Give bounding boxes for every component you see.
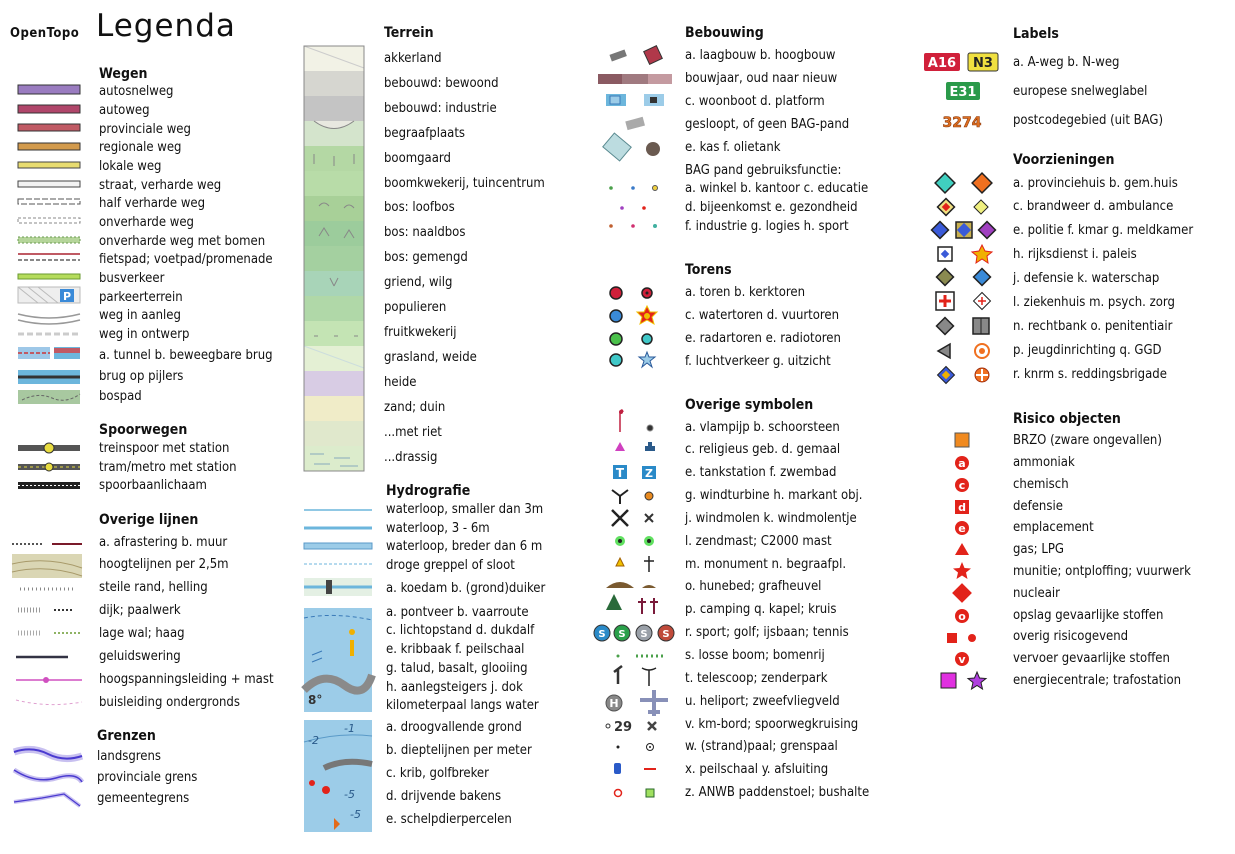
road-swatches	[18, 82, 82, 412]
legend-label: a. provinciehuis b. gem.huis	[1013, 176, 1178, 191]
lowrise-swatch	[609, 49, 626, 61]
legend-label: lokale weg	[99, 159, 162, 174]
legend-label: populieren	[384, 300, 447, 315]
torens-heading: Torens	[685, 262, 732, 278]
griend-swatch	[304, 271, 364, 296]
legend-label: treinspoor met station	[99, 441, 230, 456]
terrein-heading: Terrein	[384, 25, 434, 41]
zand-swatch	[304, 396, 364, 421]
legend-label: waterloop, breder dan 6 m	[386, 539, 543, 554]
tertiary-swatch	[18, 162, 80, 168]
education-dot	[653, 186, 658, 191]
meeting-dot	[620, 206, 624, 210]
secondary-swatch	[18, 143, 80, 150]
legend-label: begraafplaats	[384, 126, 465, 141]
hydrografie-heading: Hydrografie	[386, 483, 471, 499]
legend-label: tram/metro met station	[99, 460, 237, 475]
beach-post-icon	[617, 746, 620, 749]
substation-icon	[968, 672, 986, 689]
spoorwegen-heading: Spoorwegen	[99, 422, 188, 438]
demolished-swatch	[625, 117, 645, 130]
industrie-swatch	[304, 96, 364, 121]
radar-tower-icon	[610, 333, 622, 345]
glider-field-icon	[640, 690, 668, 716]
legend-label: c. krib, golfbreker	[386, 766, 489, 781]
legend-label: c. brandweer d. ambulance	[1013, 199, 1174, 214]
legend-label: c. lichtopstand d. dukdalf	[386, 623, 535, 638]
highrise-swatch	[644, 46, 663, 65]
legend-label: waterloop, 3 - 6m	[386, 521, 490, 536]
radio-tower-icon	[642, 334, 652, 344]
depth-label: -5	[350, 808, 361, 821]
bebouwing-heading: Bebouwing	[685, 25, 764, 41]
legend-label: h. rijksdienst i. paleis	[1013, 247, 1137, 262]
wegen-heading: Wegen	[99, 66, 148, 82]
legend-label: t. telescoop; zenderpark	[685, 671, 828, 686]
postcode-text: 3274	[942, 115, 982, 131]
legend-label: j. windmolen k. windmolentje	[685, 511, 857, 526]
legend-label: buisleiding ondergronds	[99, 695, 240, 710]
dispatch-icon	[979, 222, 996, 239]
police-icon	[932, 222, 949, 239]
legend-label: r. knrm s. reddingsbrigade	[1013, 367, 1167, 382]
primary-swatch	[18, 124, 80, 131]
legend-label: e. tankstation f. zwembad	[685, 465, 837, 480]
depth-label: -5	[344, 788, 355, 801]
legend-label: m. monument n. begraafpl.	[685, 557, 847, 572]
parking-symbol: P	[62, 290, 72, 303]
legend-label: nucleair	[1013, 586, 1060, 601]
bus-stop-icon	[646, 789, 654, 797]
rail-swatches	[18, 440, 82, 492]
busway-swatch	[18, 274, 80, 279]
legend-label: h. aanlegsteigers j. dok	[386, 680, 523, 695]
court-icon	[937, 318, 954, 335]
other-risk-square-icon	[947, 633, 957, 643]
legend-label: europese snelweglabel	[1013, 84, 1148, 99]
border-swatches	[12, 742, 84, 812]
legend-label: z. ANWB paddenstoel; bushalte	[685, 785, 870, 800]
legend-label: grasland, weide	[384, 350, 477, 365]
legend-label: j. defensie k. waterschap	[1013, 271, 1160, 286]
trunk-swatch	[18, 105, 80, 113]
legend-label: f. luchtverkeer g. uitzicht	[685, 354, 831, 369]
legend-label: n. rechtbank o. penitentiair	[1013, 319, 1173, 334]
legend-label: ...met riet	[384, 425, 442, 440]
legend-label: e. kas f. olietank	[685, 140, 781, 155]
legend-label: p. camping q. kapel; kruis	[685, 602, 837, 617]
risk-letter: c	[958, 479, 966, 492]
anwb-icon	[615, 790, 622, 797]
legend-label: fietspad; voetpad/promenade	[99, 252, 273, 267]
transmitter-park-icon	[642, 668, 656, 686]
legend-label: autoweg	[99, 103, 150, 118]
terrain-swatches	[304, 46, 366, 472]
legend-label: a. laagbouw b. hoogbouw	[685, 48, 836, 63]
tower-swatches	[604, 284, 664, 374]
legend-label: straat, verharde weg	[99, 178, 222, 193]
legend-label: f. industrie g. logies h. sport	[685, 219, 849, 234]
air-traffic-tower-icon	[610, 354, 622, 366]
depth-label: -1	[344, 722, 355, 735]
legend-label: geluidswering	[99, 649, 181, 664]
legend-label: weg in ontwerp	[99, 327, 190, 342]
legend-label: o. hunebed; grafheuvel	[685, 579, 822, 594]
hunebed-icon	[606, 582, 634, 588]
legend-label: bos: naaldbos	[384, 225, 466, 240]
lookout-icon	[639, 352, 655, 367]
overige-symbolen-heading: Overige symbolen	[685, 397, 814, 413]
legend-label: r. sport; golf; ijsbaan; tennis	[685, 625, 849, 640]
legend-label: w. (strand)paal; grenspaal	[685, 739, 838, 754]
legend-label: waterloop, smaller dan 3m	[386, 502, 544, 517]
legend-label: emplacement	[1013, 520, 1094, 535]
legend-label: brug op pijlers	[99, 369, 184, 384]
a-road-text: A16	[927, 56, 957, 71]
legend-label: b. dieptelijnen per meter	[386, 743, 532, 758]
tower-icon	[610, 287, 622, 299]
religious-icon	[615, 442, 625, 451]
legend-label: dijk; paalwerk	[99, 603, 181, 618]
legend-label: c. watertoren d. vuurtoren	[685, 308, 840, 323]
legend-label: p. jeugdinrichting q. GGD	[1013, 343, 1162, 358]
legend-label: half verharde weg	[99, 196, 206, 211]
road-construction-swatch	[18, 314, 80, 324]
legend-label: munitie; ontploffing; vuurwerk	[1013, 564, 1191, 579]
industry-dot	[609, 224, 613, 228]
legend-label: gesloopt, of geen BAG-pand	[685, 117, 850, 132]
legend-label: a. pontveer b. vaarroute	[386, 605, 529, 620]
legend-label: l. ziekenhuis m. psych. zorg	[1013, 295, 1175, 310]
risico-heading: Risico objecten	[1013, 411, 1121, 427]
risk-letter: a	[958, 457, 966, 470]
legend-label: e. schelpdierpercelen	[386, 812, 512, 827]
legend-label: postcodegebied (uit BAG)	[1013, 113, 1164, 128]
legend-label: ...drassig	[384, 450, 438, 465]
risk-letter: v	[958, 653, 966, 666]
legend-label: g. windturbine h. markant obj.	[685, 488, 863, 503]
legend-label: d. bijeenkomst e. gezondheid	[685, 200, 858, 215]
legend-label: c. woonboot d. platform	[685, 94, 825, 109]
ambulance-icon	[974, 200, 988, 214]
sport-letter: S	[598, 629, 606, 640]
legend-label: provinciale weg	[99, 122, 191, 137]
legend-label: a. winkel b. kantoor c. educatie	[685, 181, 869, 196]
legend-label: busverkeer	[99, 271, 165, 286]
overige-lijnen-heading: Overige lijnen	[99, 512, 199, 528]
legend-label: s. losse boom; bomenrij	[685, 648, 825, 663]
office-dot	[631, 186, 635, 190]
legend-label: regionale weg	[99, 140, 182, 155]
legend-label: a. afrastering b. muur	[99, 535, 228, 550]
brzo-icon	[955, 433, 969, 447]
pipeline-swatch	[16, 700, 82, 705]
legend-label: akkerland	[384, 51, 442, 66]
grave-mound-icon	[642, 585, 656, 588]
legend-label: a. tunnel b. beweegbare brug	[99, 348, 273, 363]
monument-icon	[616, 558, 624, 566]
legend-label: e. politie f. kmar g. meldkamer	[1013, 223, 1194, 238]
pool-letter: Z	[645, 467, 653, 480]
halfpaved-swatch	[18, 199, 80, 204]
page-title: Legenda	[96, 8, 236, 44]
legend-label: bouwjaar, oud naar nieuw	[685, 71, 838, 86]
windmill-icon	[612, 510, 628, 526]
legend-label: defensie	[1013, 499, 1063, 514]
fruitkwekerij-swatch	[304, 321, 364, 346]
legend-label: hoogspanningsleiding + mast	[99, 672, 274, 687]
other-risk-dot-icon	[968, 634, 976, 642]
legend-label: bebouwd: bewoond	[384, 76, 499, 91]
labels-heading: Labels	[1013, 26, 1059, 42]
health-dot	[642, 206, 646, 210]
naaldbos-swatch	[304, 221, 364, 246]
other-symbol-swatches	[590, 404, 680, 804]
legend-label: heide	[384, 375, 417, 390]
legend-label: gas; LPG	[1013, 542, 1064, 557]
pumping-station-icon	[645, 446, 655, 451]
wind-turbine-icon	[612, 490, 628, 504]
n-road-text: N3	[973, 56, 993, 71]
golf-letter: S	[618, 629, 626, 640]
km-sign-number: 29	[614, 720, 633, 735]
legend-label: bos: loofbos	[384, 200, 455, 215]
single-tree-icon	[617, 655, 620, 658]
legend-label: l. zendmast; C2000 mast	[685, 534, 832, 549]
line-swatches	[12, 538, 84, 713]
legend-label: v. km-bord; spoorwegkruising	[685, 717, 859, 732]
legend-label: overig risicogevend	[1013, 629, 1129, 644]
legend-label: chemisch	[1013, 477, 1069, 492]
legend-label: bospad	[99, 389, 142, 404]
water-tower-icon	[610, 310, 622, 322]
legend-label: e. kribbaak f. peilschaal	[386, 642, 525, 657]
motorway-swatch	[18, 85, 80, 94]
grenzen-heading: Grenzen	[97, 728, 156, 744]
facility-swatches	[928, 172, 998, 390]
legend-label: gemeentegrens	[97, 791, 190, 806]
lodging-dot	[631, 224, 635, 228]
legend-label: lage wal; haag	[99, 626, 185, 641]
ice-rink-letter: S	[640, 629, 648, 640]
bewoond-swatch	[304, 71, 364, 96]
youth-facility-icon	[938, 344, 950, 358]
legend-label: ammoniak	[1013, 455, 1075, 470]
small-windmill-icon	[645, 514, 653, 522]
telescope-icon	[614, 666, 622, 684]
legend-label: boomkwekerij, tuincentrum	[384, 176, 545, 191]
building-swatches	[598, 44, 674, 234]
unpaved-swatch	[18, 218, 80, 223]
legend-label: a. droogvallende grond	[386, 720, 522, 735]
gemengd-swatch	[304, 246, 364, 271]
water-board-icon	[974, 269, 991, 286]
cemetery-icon	[644, 556, 654, 572]
legend-label: a. toren b. kerktoren	[685, 285, 805, 300]
riet-swatch	[304, 421, 364, 446]
unpaved-trees-swatch	[18, 237, 80, 243]
legend-label: spoorbaanlichaam	[99, 478, 207, 493]
loofbos-swatch	[304, 196, 364, 221]
provincial-house-icon	[935, 173, 955, 193]
tennis-letter: S	[662, 629, 670, 640]
legend-label: opslag gevaarlijke stoffen	[1013, 608, 1164, 623]
voorzieningen-heading: Voorzieningen	[1013, 152, 1115, 168]
greenhouse-swatch	[603, 133, 631, 161]
legend-label: droge greppel of sloot	[386, 558, 515, 573]
legend-label: landsgrens	[97, 749, 162, 764]
heliport-letter: H	[609, 697, 619, 710]
defence-icon	[937, 269, 954, 286]
legend-label: energiecentrale; trafostation	[1013, 673, 1182, 688]
legend-label: d. drijvende bakens	[386, 789, 502, 804]
legend-label: hoogtelijnen per 2,5m	[99, 557, 229, 572]
legend-label: zand; duin	[384, 400, 446, 415]
camping-icon	[606, 594, 622, 610]
legend-label: BAG pand gebruiksfunctie:	[685, 163, 842, 178]
shop-dot	[609, 186, 613, 190]
depth-label: -2	[308, 734, 319, 747]
km-sign-icon	[606, 724, 610, 728]
legend-label: BRZO (zware ongevallen)	[1013, 433, 1162, 448]
legend-label: a. A-weg b. N-weg	[1013, 55, 1120, 70]
legend-label: kilometerpaal langs water	[386, 698, 539, 713]
legend-label: onverharde weg	[99, 215, 194, 230]
heide-swatch	[304, 371, 364, 396]
legend-label: x. peilschaal y. afsluiting	[685, 762, 829, 777]
sport-dot	[653, 224, 657, 228]
legend-label: steile rand, helling	[99, 580, 208, 595]
risk-letter: o	[958, 610, 966, 623]
legend-label: a. vlampijp b. schoorsteen	[685, 420, 840, 435]
gas-lpg-icon	[955, 543, 969, 555]
street-swatch	[18, 181, 80, 187]
risk-letter: d	[958, 501, 966, 514]
nuclear-icon	[952, 583, 972, 603]
railway-crossing-icon	[648, 722, 656, 730]
legend-label: vervoer gevaarlijke stoffen	[1013, 651, 1170, 666]
label-badges	[924, 52, 1004, 132]
e-road-text: E31	[949, 85, 977, 100]
city-hall-icon	[972, 173, 992, 193]
risk-letter: e	[958, 522, 966, 535]
legend-label: a. koedam b. (grond)duiker	[386, 581, 546, 596]
legend-label: weg in aanleg	[99, 308, 181, 323]
chimney-icon	[647, 425, 653, 431]
legend-label: bos: gemengd	[384, 250, 468, 265]
gas-station-letter: T	[615, 466, 625, 480]
gauge-icon	[614, 763, 621, 774]
legend-label: parkeerterrein	[99, 290, 183, 305]
oiltank-swatch	[646, 142, 660, 156]
water-swatches	[304, 500, 376, 834]
landmark-icon	[645, 492, 653, 500]
legend-label: onverharde weg met bomen	[99, 234, 266, 249]
legend-label: bebouwd: industrie	[384, 101, 497, 116]
legend-label: provinciale grens	[97, 770, 198, 785]
legend-label: boomgaard	[384, 151, 451, 166]
populieren-swatch	[304, 296, 364, 321]
map-label: 8°	[308, 693, 323, 707]
legend-label: autosnelweg	[99, 84, 174, 99]
risk-swatches	[938, 430, 998, 692]
palace-icon	[972, 245, 992, 263]
legend-label: griend, wilg	[384, 275, 453, 290]
chapel-cross-icon	[638, 598, 658, 614]
boomkwekerij-swatch	[304, 171, 364, 196]
munitions-icon	[953, 562, 971, 579]
legend-label: e. radartoren e. radiotoren	[685, 331, 841, 346]
brand-logo: OpenTopo	[10, 26, 80, 41]
legend-label: fruitkwekerij	[384, 325, 457, 340]
legend-label: g. talud, basalt, glooiing	[386, 661, 528, 676]
contour-swatch	[12, 554, 82, 578]
waterway-wide-swatch	[304, 543, 372, 549]
legend-label: c. religieus geb. d. gemaal	[685, 442, 841, 457]
power-plant-icon	[941, 673, 956, 688]
legend-label: u. heliport; zweefvliegveld	[685, 694, 840, 709]
